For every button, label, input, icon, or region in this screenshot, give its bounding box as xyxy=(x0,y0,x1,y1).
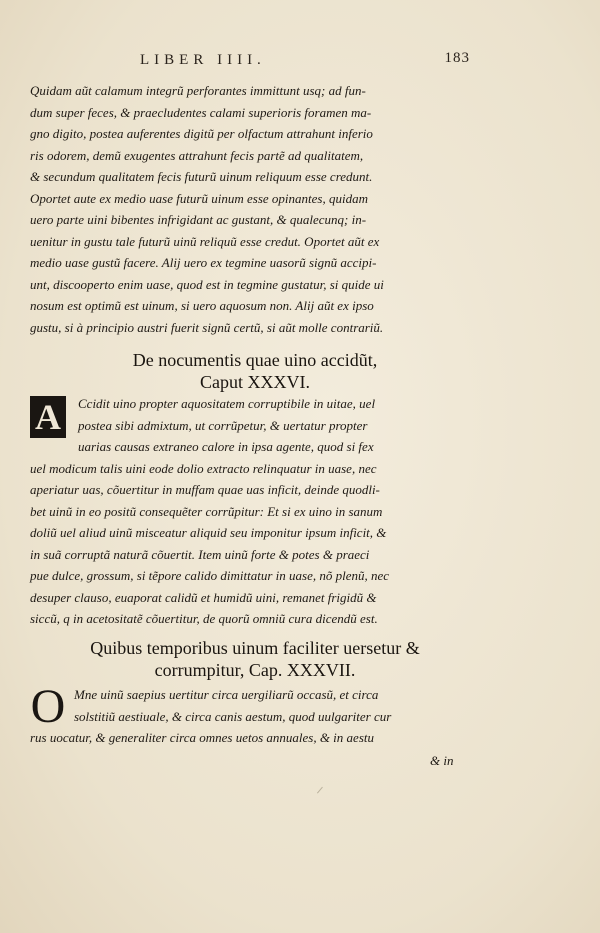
text-line: uarias causas extraneo calore in ipsa agente, quod si fex xyxy=(78,439,374,454)
page-number: 183 xyxy=(444,50,470,66)
text-line: Ccidit uino propter aquositatem corruptibile in uitae, uel xyxy=(78,396,376,411)
chapter-heading-37 xyxy=(30,637,480,681)
text-line: rus uocatur, & generaliter circa omnes uetos annuales, & in aestu xyxy=(30,730,374,745)
text-line: pue dulce, grossum, si tẽpore calido dimittatur in uase, nõ plenũ, nec xyxy=(30,568,390,583)
heading-line: Quibus temporibus uinum faciliter uersetur & xyxy=(90,638,420,658)
text-line: ris odorem, demũ exugentes attrahunt fecis partẽ ad qualitatem, xyxy=(30,147,364,163)
text-line: siccũ, q in acetositatẽ cõuertitur, de quorũ omniũ cura dicendũ est. xyxy=(30,611,378,626)
pencil-mark xyxy=(317,787,332,801)
paragraph-1 xyxy=(30,80,480,338)
paragraph-3 xyxy=(30,680,480,749)
text-line: medio uase gustũ facere. Alij uero ex tegmine uasorũ signũ accipi- xyxy=(30,255,377,270)
text-line: Oportet aute ex medio uase futurũ uinum esse opinantes, quidam xyxy=(30,190,368,206)
text-line: solstitiũ aestiuale, & circa canis aestum, quod uulgariter cur xyxy=(74,708,392,724)
heading-line: Caput XXXVI. xyxy=(200,372,310,392)
text-line: uero parte uini bibentes infrigidant ac gustant, & qualecunq; in- xyxy=(30,212,367,227)
text-line: gno digito, postea auferentes digitũ per olfactum attrahunt inferio xyxy=(30,126,373,141)
text-line: nosum est optimũ est uinum, si uero aquosum non. Alij aũt ex ipso xyxy=(30,298,374,313)
text-line: doliũ uel aliud uinũ misceatur aliquid seu imponitur ipsum inficit, & xyxy=(30,525,387,540)
text-line: in suã corruptã naturã cõuertit. Item uinũ forte & potes & praeci xyxy=(30,546,370,562)
drop-cap-initial-o: O xyxy=(30,680,66,733)
text-line: gustu, si à principio austri fuerit signũ certũ, si aũt molle contrariũ. xyxy=(30,319,384,335)
text-line: unt, discooperto enim uase, quod est in tegmine gustatur, si quide ui xyxy=(30,276,384,292)
text-line: bet uinũ in eo positũ consequẽter corrũpitur: Et si ex uino in sanum xyxy=(30,503,383,519)
running-head-title: LIBER IIII. xyxy=(140,52,266,68)
heading-line: De nocumentis quae uino accidũt, xyxy=(132,350,378,370)
catchword: & in xyxy=(430,753,454,768)
heading-line: corrumpitur, Cap. XXXVII. xyxy=(154,660,356,680)
text-line: aperiatur uas, cõuertitur in muffam quae uas inficit, deinde quodli- xyxy=(30,482,380,497)
text-line: dum super feces, & praecludentes calami superioris foramen ma- xyxy=(30,104,372,120)
drop-cap-initial: A xyxy=(30,396,66,438)
chapter-heading-36 xyxy=(30,349,480,393)
text-line: Mne uinũ saepius uertitur circa uergiliarũ occasũ, et circa xyxy=(74,687,379,702)
text-line: uel modicum talis uini eode dolio extracto relinquatur in uase, nec xyxy=(30,460,377,476)
text-line: Quidam aũt calamum integrũ perforantes immittunt usq; ad fun- xyxy=(30,83,366,98)
paragraph-2 xyxy=(30,393,480,630)
text-line: uenitur in gustu tale futurũ uinũ reliquũ esse credut. Oportet aũt ex xyxy=(30,233,380,249)
text-line: postea sibi admixtum, ut corrũpetur, & uertatur propter xyxy=(78,417,368,433)
text-line: desuper clauso, euaporat calidũ et humidũ uini, remanet frigidũ & xyxy=(30,589,377,605)
text-line: & secundum qualitatem fecis futurũ uinum reliquum esse credunt. xyxy=(30,169,373,184)
